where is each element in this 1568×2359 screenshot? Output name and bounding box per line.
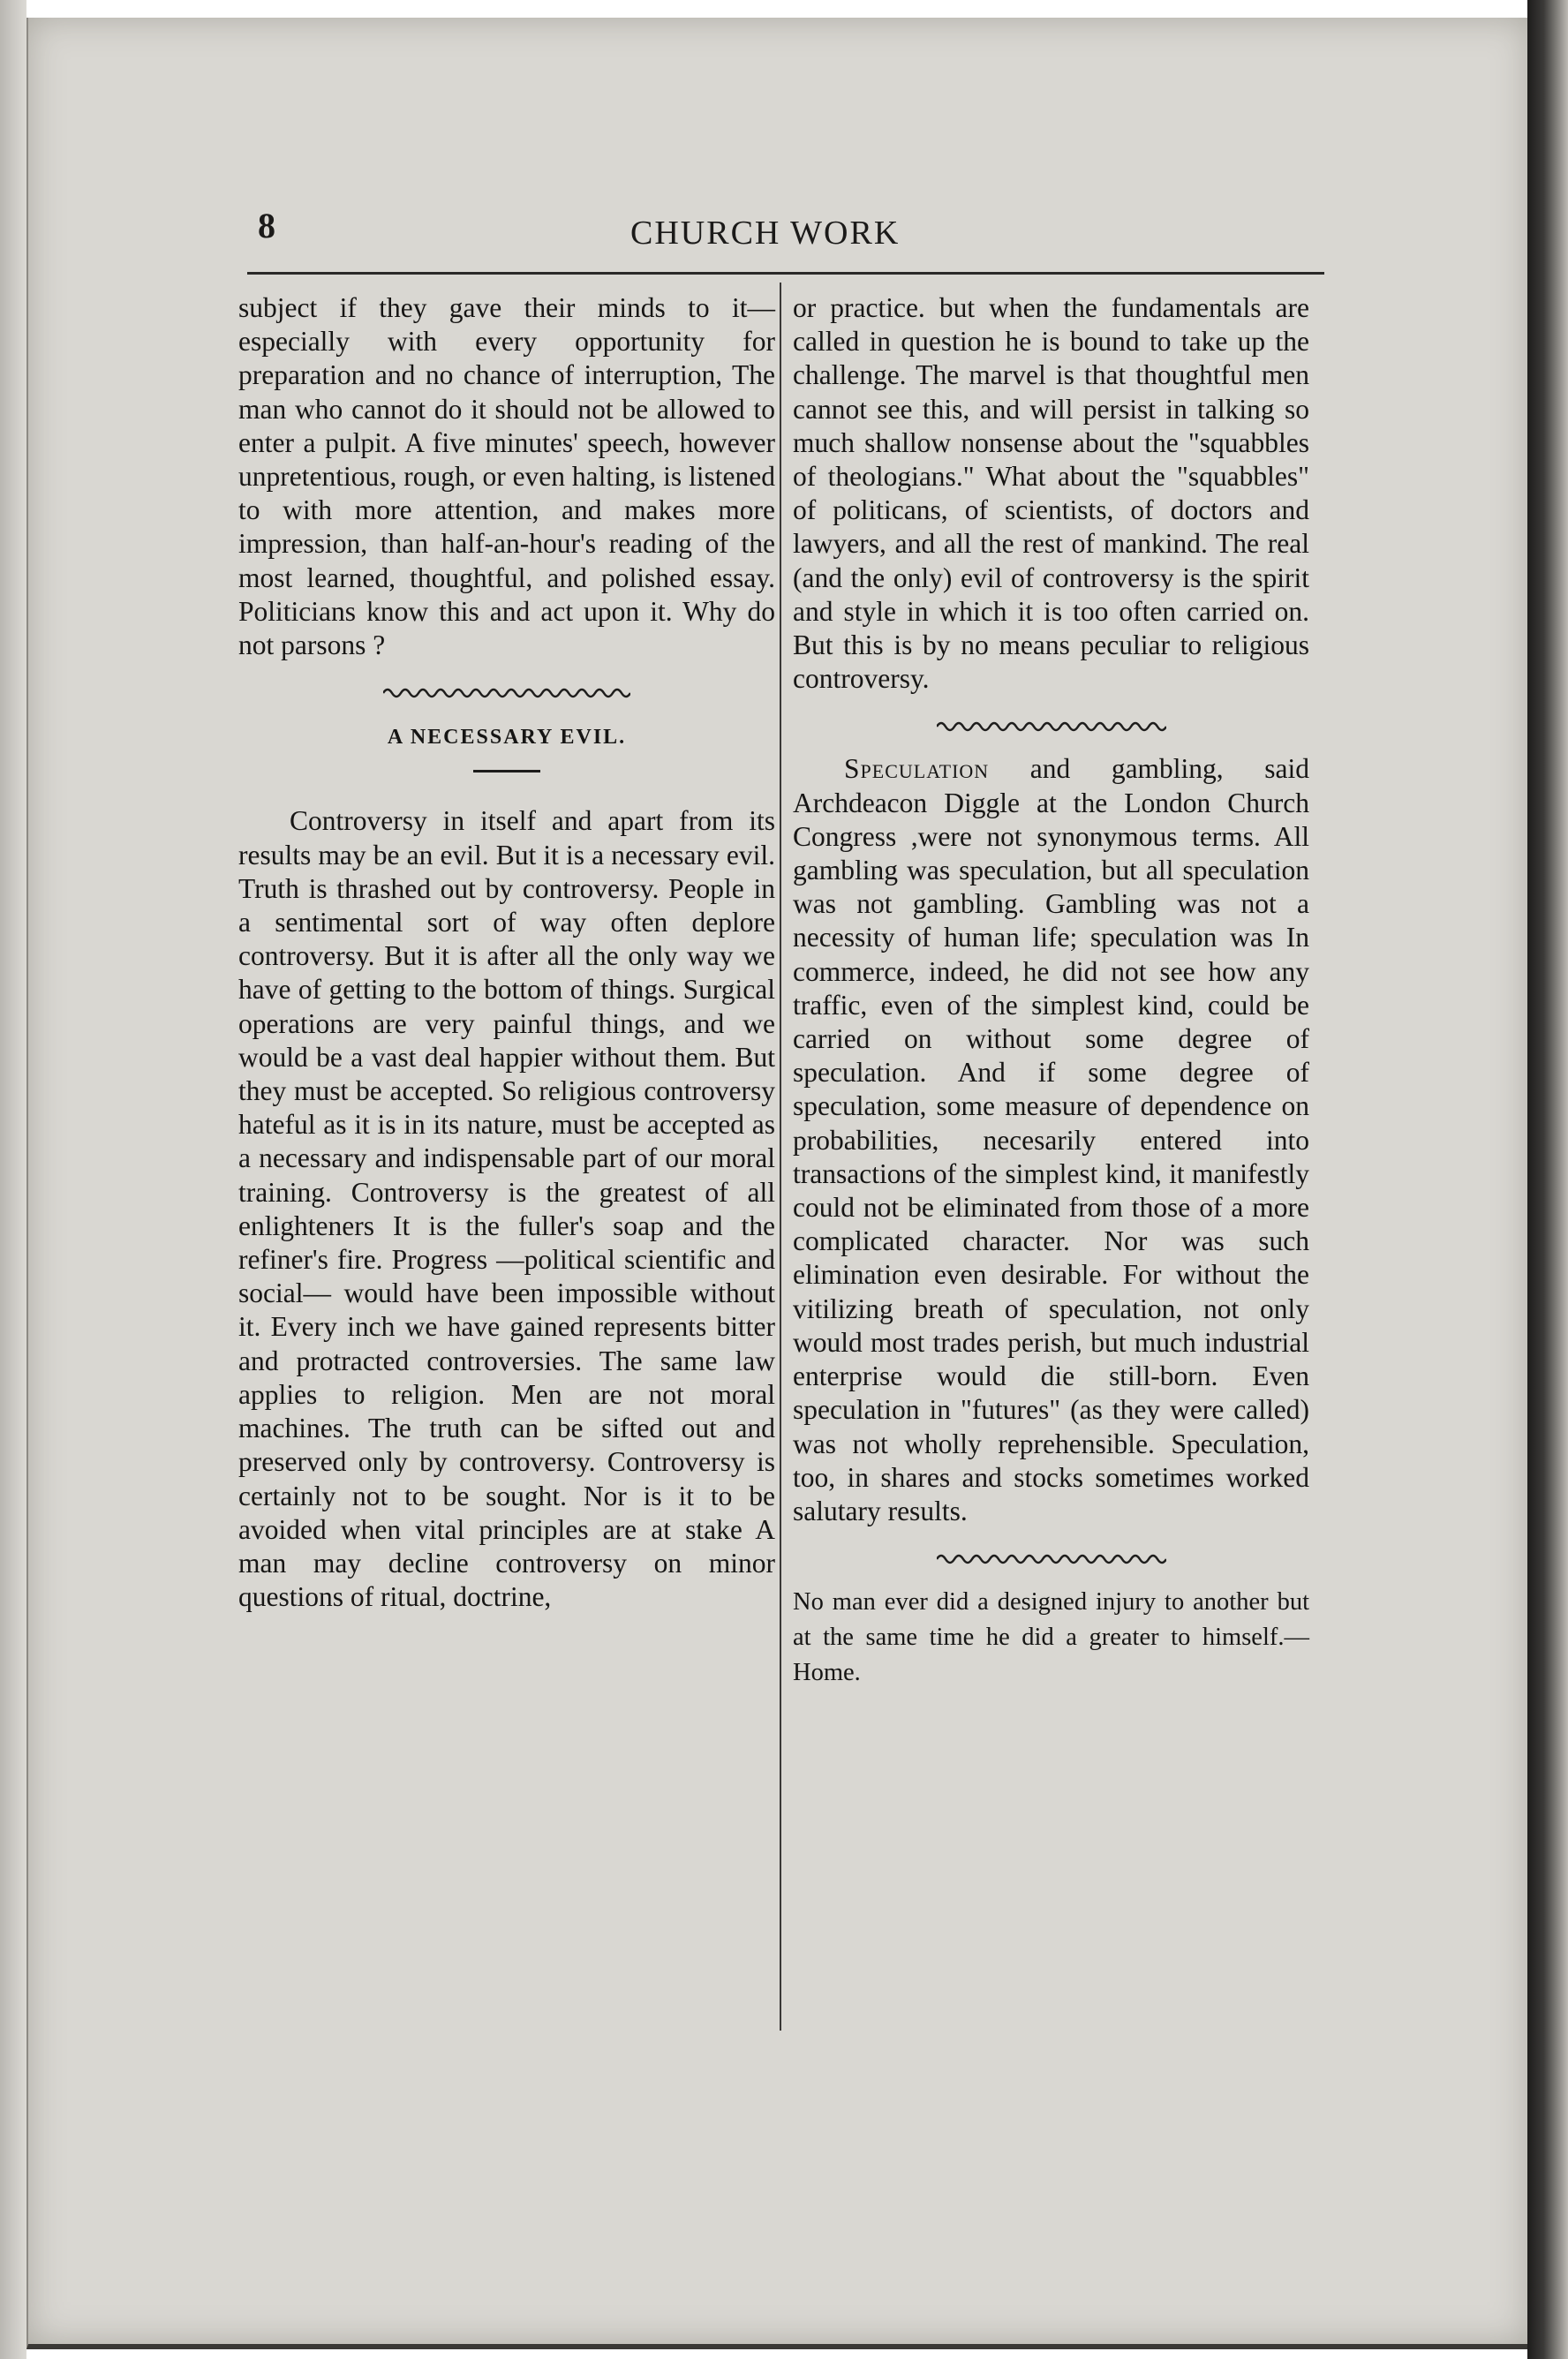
- page-number: 8: [258, 206, 275, 245]
- left-column: [238, 291, 775, 1614]
- speculation-body: and gambling, said Archdeacon Diggle at the London Church Congress ,were not synonymous terms. All gambling was speculation, but all speculation was not gambling. Gambling was not a necessity of human life; speculation was In commerce, indeed, he did not see how any traffic, even of the simplest kind, could be carried on without some degree of speculation. And if some degree of speculation, some measure of dependence on probabilities, necesarily entered into transactions of the simplest kind, it manifestly could not be eliminated from those of a more complicated character. Nor was such elimination even desirable. For without the vitilizing breath of speculation, not only would most trades perish, but much industrial enterprise would die still-born. Even speculation in "futures" (as they were called) was not wholly reprehensible. Speculation, too, in shares and stocks sometimes worked salutary results.: [793, 753, 1309, 1526]
- left-paragraph-continuation: subject if they gave their minds to it—especially with every opportunity for preparation and no chance of interruption, The man who cannot do it should not be allowed to enter a pulpit. A five minutes' speech, however unpretentious, rough, or even halting, is listened to with more attention, and makes more impression, than half-an-hour's reading of the most learned, thoughtful, and polished essay. Politicians know this and act upon it. Why do not parsons ?: [238, 292, 776, 661]
- right-column: [793, 291, 1309, 1691]
- wavy-rule-icon: [937, 719, 1166, 735]
- left-paragraph-main: Controversy in itself and apart from its results may be an evil. But it is a necessary evil. Truth is thrashed out by controversy. People in a sentimental sort of way often deplore controversy. But it is after all the only way we have of getting to the bottom of things. Surgical operations are very painful things, and we would be a vast deal happier without them. But they must be accepted. So religious controversy hateful as it is in its nature, must be accepted as a necessary and indispensable part of our moral training. Controversy is the greatest of all enlighteners It is the fuller's soap and the refiner's fire. Progress —political scientific and social— would have been impossible without it. Every inch we have gained represents bitter and protracted controversies. The same law applies to religion. Men are not moral machines. The truth can be sifted out and preserved only by controversy. Controversy is certainly not to be sought. Nor is it to be avoided when vital principles are at stake A man may decline controversy on minor questions of ritual, doctrine,: [238, 805, 775, 1613]
- right-paragraph-speculation: [793, 752, 1309, 1528]
- wavy-rule-icon: [383, 685, 630, 701]
- header-rule: [247, 272, 1324, 275]
- heading-rule: [473, 770, 540, 773]
- page-header: [258, 205, 1317, 258]
- wavy-separator: [793, 719, 1309, 735]
- section-heading: A NECESSARY EVIL.: [387, 726, 627, 750]
- wavy-rule-icon: [937, 1551, 1166, 1567]
- right-paragraph-continuation: or practice. but when the fundamentals are called in question he is bound to take up the challenge. The marvel is that thoughtful men cannot see this, and will persist in talking so much shallow nonsense about the "squabbles of theologians." What about the "squabbles" of politicans, of scientists, of doctors and lawyers, and all the rest of mankind. The real (and the only) evil of controversy is the spirit and style in which it is too often carried on. But this is by no means peculiar to religious controversy.: [793, 292, 1309, 695]
- page-edge-shadow: [1527, 0, 1568, 2359]
- running-head: CHURCH WORK: [630, 215, 901, 252]
- quote-text: No man ever did a designed injury to another but at the same time he did a greater to himself.—Home.: [793, 1588, 1309, 1687]
- wavy-separator: [238, 685, 775, 701]
- scan-left-margin: [0, 0, 26, 2359]
- column-divider: [780, 283, 781, 2031]
- speculation-lead: Speculation: [844, 753, 990, 785]
- wavy-separator: [793, 1551, 1309, 1567]
- closing-quote: [793, 1585, 1309, 1691]
